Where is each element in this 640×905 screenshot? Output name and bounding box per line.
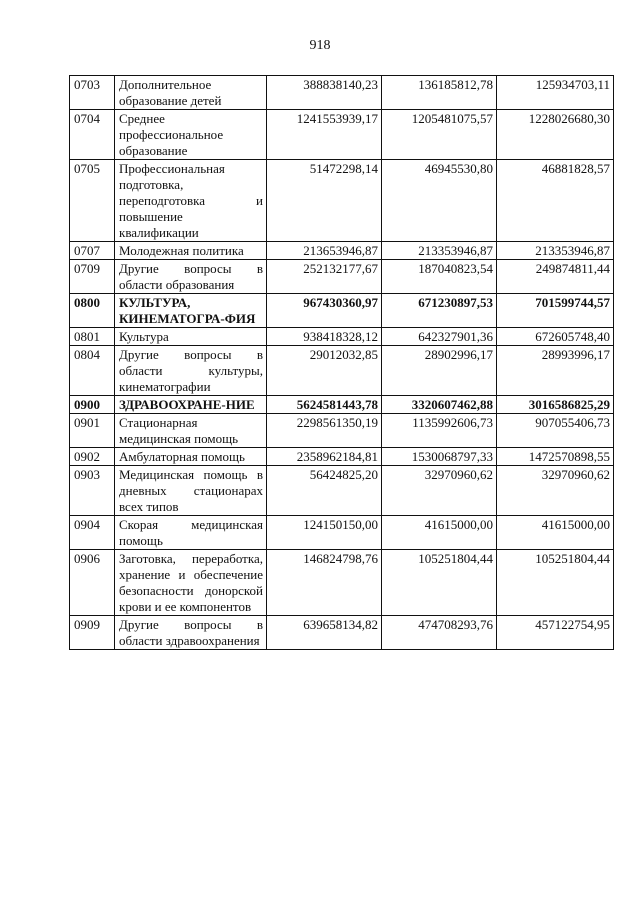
table-row: [70, 242, 614, 260]
table-row: [70, 110, 614, 160]
section-code: 0704: [70, 110, 115, 160]
table-row: [70, 346, 614, 396]
section-name: ЗДРАВООХРАНЕ-НИЕ: [115, 396, 267, 414]
amount-col-2: 1205481075,57: [382, 110, 497, 160]
section-name: КУЛЬТУРА, КИНЕМАТОГРА-ФИЯ: [115, 294, 267, 328]
table-row: [70, 76, 614, 110]
amount-col-1: 252132177,67: [267, 260, 382, 294]
amount-col-2: 213353946,87: [382, 242, 497, 260]
amount-col-2: 41615000,00: [382, 516, 497, 550]
amount-col-1: 1241553939,17: [267, 110, 382, 160]
amount-col-1: 938418328,12: [267, 328, 382, 346]
amount-col-3: 46881828,57: [497, 160, 614, 242]
amount-col-3: 1472570898,55: [497, 448, 614, 466]
page-number: 918: [309, 38, 331, 53]
amount-col-2: 474708293,76: [382, 616, 497, 650]
amount-col-3: 105251804,44: [497, 550, 614, 616]
section-name: Скорая медицинская помощь: [115, 516, 267, 550]
amount-col-3: 457122754,95: [497, 616, 614, 650]
section-name: Дополнительное образование детей: [115, 76, 267, 110]
amount-col-2: 32970960,62: [382, 466, 497, 516]
section-name: Другие вопросы в области здравоохранения: [115, 616, 267, 650]
amount-col-2: 28902996,17: [382, 346, 497, 396]
amount-col-3: 125934703,11: [497, 76, 614, 110]
amount-col-2: 642327901,36: [382, 328, 497, 346]
table-row-section-total: [70, 396, 614, 414]
amount-col-2: 136185812,78: [382, 76, 497, 110]
amount-col-3: 41615000,00: [497, 516, 614, 550]
section-name: Среднее профессиональное образование: [115, 110, 267, 160]
section-code: 0903: [70, 466, 115, 516]
amount-col-1: 388838140,23: [267, 76, 382, 110]
section-name: Амбулаторная помощь: [115, 448, 267, 466]
section-code: 0801: [70, 328, 115, 346]
section-name: Другие вопросы в области культуры, кинематографии: [115, 346, 267, 396]
table-row: [70, 328, 614, 346]
section-code: 0800: [70, 294, 115, 328]
section-code: 0900: [70, 396, 115, 414]
section-name: Стационарная медицинская помощь: [115, 414, 267, 448]
amount-col-2: 46945530,80: [382, 160, 497, 242]
amount-col-3: 1228026680,30: [497, 110, 614, 160]
table-row: [70, 448, 614, 466]
amount-col-1: 5624581443,78: [267, 396, 382, 414]
amount-col-1: 2358962184,81: [267, 448, 382, 466]
amount-col-1: 2298561350,19: [267, 414, 382, 448]
amount-col-3: 3016586825,29: [497, 396, 614, 414]
amount-col-2: 105251804,44: [382, 550, 497, 616]
budget-table: [69, 75, 614, 650]
amount-col-1: 51472298,14: [267, 160, 382, 242]
section-code: 0709: [70, 260, 115, 294]
amount-col-1: 124150150,00: [267, 516, 382, 550]
amount-col-1: 639658134,82: [267, 616, 382, 650]
section-name: Культура: [115, 328, 267, 346]
table-row: [70, 160, 614, 242]
table-row: [70, 616, 614, 650]
amount-col-2: 1135992606,73: [382, 414, 497, 448]
amount-col-1: 29012032,85: [267, 346, 382, 396]
section-code: 0904: [70, 516, 115, 550]
amount-col-2: 1530068797,33: [382, 448, 497, 466]
amount-col-3: 32970960,62: [497, 466, 614, 516]
amount-col-3: 907055406,73: [497, 414, 614, 448]
section-name: Другие вопросы в области образования: [115, 260, 267, 294]
amount-col-3: 701599744,57: [497, 294, 614, 328]
table-row: [70, 260, 614, 294]
section-code: 0705: [70, 160, 115, 242]
section-code: 0804: [70, 346, 115, 396]
table-row: [70, 550, 614, 616]
section-code: 0901: [70, 414, 115, 448]
amount-col-3: 213353946,87: [497, 242, 614, 260]
amount-col-2: 187040823,54: [382, 260, 497, 294]
section-name: Заготовка, переработка, хранение и обеспечение безопасности донорской крови и ее компонентов: [115, 550, 267, 616]
amount-col-2: 671230897,53: [382, 294, 497, 328]
table-row: [70, 516, 614, 550]
amount-col-3: 249874811,44: [497, 260, 614, 294]
section-name: Профессиональная подготовка, переподготовка и повышение квалификации: [115, 160, 267, 242]
amount-col-2: 3320607462,88: [382, 396, 497, 414]
amount-col-3: 28993996,17: [497, 346, 614, 396]
amount-col-3: 672605748,40: [497, 328, 614, 346]
table-row-section-total: [70, 294, 614, 328]
amount-col-1: 967430360,97: [267, 294, 382, 328]
section-code: 0703: [70, 76, 115, 110]
section-name: Медицинская помощь в дневных стационарах всех типов: [115, 466, 267, 516]
section-name: Молодежная политика: [115, 242, 267, 260]
section-code: 0909: [70, 616, 115, 650]
section-code: 0707: [70, 242, 115, 260]
table-row: [70, 414, 614, 448]
amount-col-1: 213653946,87: [267, 242, 382, 260]
table-row: [70, 466, 614, 516]
amount-col-1: 146824798,76: [267, 550, 382, 616]
section-code: 0902: [70, 448, 115, 466]
section-code: 0906: [70, 550, 115, 616]
amount-col-1: 56424825,20: [267, 466, 382, 516]
